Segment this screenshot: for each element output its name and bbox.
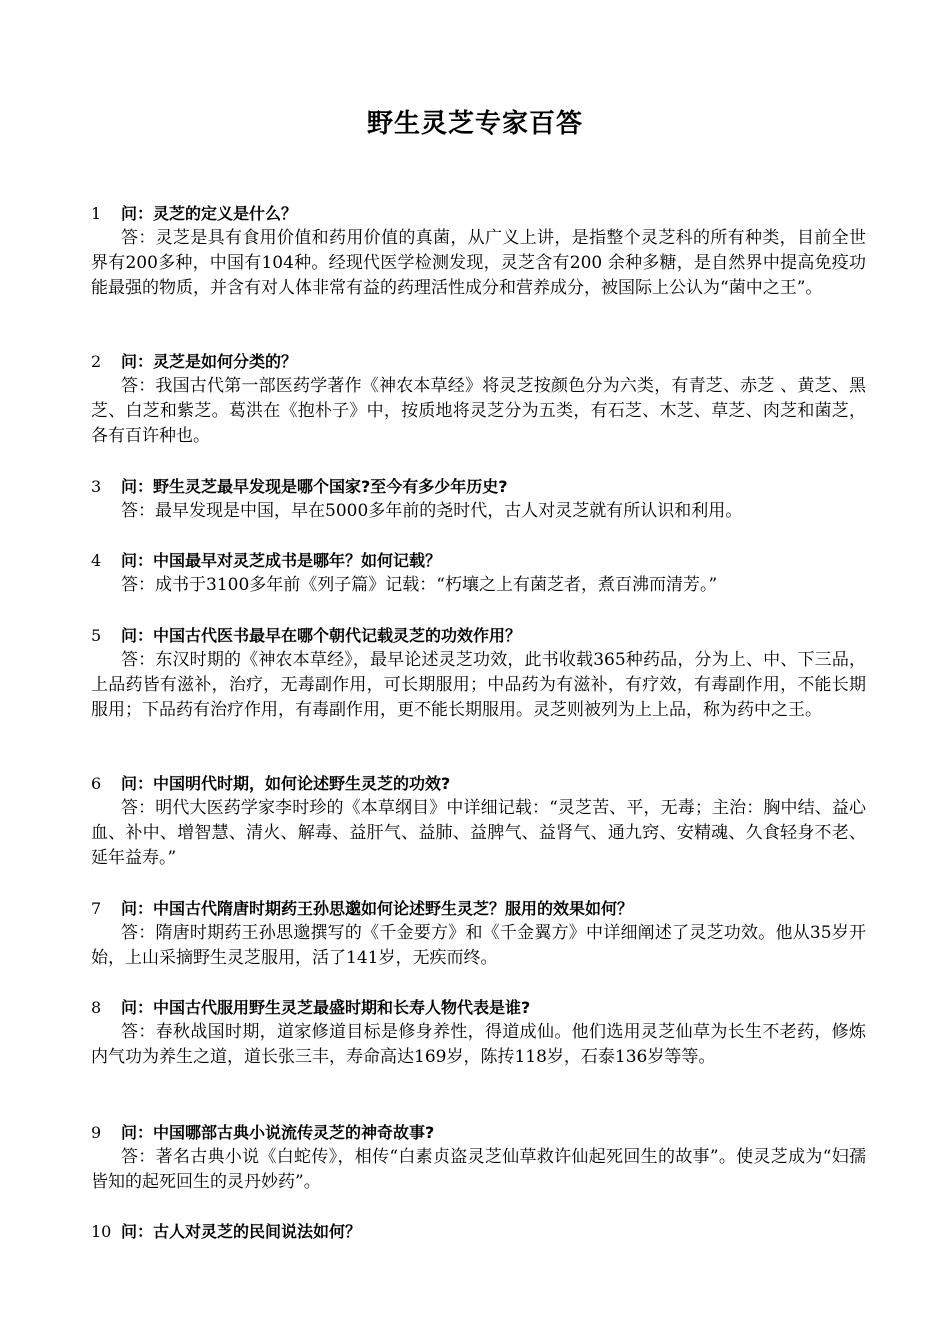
question-number: 9 [91, 1123, 102, 1142]
question-number: 3 [91, 477, 102, 496]
question-text: 问：中国古代医书最早在哪个朝代记载灵芝的功效作用？ [121, 626, 522, 645]
question [91, 201, 866, 226]
answer-text: 答：明代大医药学家李时珍的《本草纲目》中详细记载：“灵芝苦、平，无毒；主治：胸中结、益心血、补中、增智慧、清火、解毒、益肝气、益肺、益脾气、益肾气、通九窍、安精魂、久食轻身不老、延年益寿。” [91, 798, 866, 868]
qa-item-9 [91, 1120, 866, 1195]
question-number: 8 [91, 998, 102, 1017]
question-text: 问：中国古代隋唐时期药王孙思邈如何论述野生灵芝？服用的效果如何？ [121, 899, 634, 918]
answer-text: 答：著名古典小说《白蛇传》，相传“白素贞盗灵芝仙草救许仙起死回生的故事”。使灵芝成为“妇孺皆知的起死回生的灵丹妙药”。 [91, 1147, 866, 1192]
question-number: 10 [91, 1222, 112, 1241]
question [91, 1120, 866, 1145]
answer-text: 答：春秋战国时期，道家修道目标是修身养性，得道成仙。他们选用灵芝仙草为长生不老药，修炼内气功为养生之道，道长张三丰，寿命高达169岁，陈抟118岁，石泰136岁等等。 [91, 1022, 866, 1067]
qa-item-1 [91, 201, 866, 301]
question-text: 问：中国古代服用野生灵芝最盛时期和长寿人物代表是谁? [121, 998, 531, 1017]
question [91, 349, 866, 374]
question-text: 问：灵芝的定义是什么？ [121, 204, 298, 223]
question [91, 995, 866, 1020]
answer-text: 答：东汉时期的《神农本草经》，最早论述灵芝功效，此书收载365种药品，分为上、中、下三品，上品药皆有滋补，治疗，无毒副作用，可长期服用；中品药为有滋补，有疗效，有毒副作用，不能长期服用；下品药有治疗作用，有毒副作用，更不能长期服用。灵芝则被列为上上品，称为药中之王。 [91, 650, 866, 720]
qa-item-10 [91, 1219, 866, 1244]
question-text: 问：野生灵芝最早发现是哪个国家?至今有多少年历史? [121, 477, 508, 496]
question-text: 问：中国明代时期，如何论述野生灵芝的功效? [121, 774, 451, 793]
question-number: 1 [91, 204, 102, 223]
question-number: 6 [91, 774, 102, 793]
question-text: 问：灵芝是如何分类的？ [121, 352, 298, 371]
qa-item-3 [91, 474, 866, 524]
answer-text: 答：最早发现是中国，早在5000多年前的尧时代，古人对灵芝就有所认识和利用。 [121, 501, 743, 521]
qa-item-4 [91, 548, 866, 598]
question-text: 问：中国哪部古典小说流传灵芝的神奇故事? [121, 1123, 435, 1142]
qa-item-6 [91, 771, 866, 871]
question-number: 4 [91, 551, 102, 570]
question-number: 5 [91, 626, 102, 645]
qa-item-7 [91, 896, 866, 971]
qa-item-2 [91, 349, 866, 449]
qa-item-8 [91, 995, 866, 1070]
question [91, 548, 866, 573]
question-number: 7 [91, 899, 102, 918]
answer-text: 答：我国古代第一部医药学著作《神农本草经》将灵芝按颜色分为六类，有青芝、赤芝 、黄芝、黑芝、白芝和紫芝。葛洪在《抱朴子》中，按质地将灵芝分为五类，有石芝、木芝、草芝、肉芝和菌芝，各有百许种也。 [91, 376, 866, 446]
answer-text: 答：隋唐时期药王孙思邈撰写的《千金要方》和《千金翼方》中详细阐述了灵芝功效。他从35岁开始，上山采摘野生灵芝服用，活了141岁，无疾而终。 [91, 923, 866, 968]
question [91, 474, 866, 499]
question-text: 问：古人对灵芝的民间说法如何？ [121, 1222, 362, 1241]
question [91, 771, 866, 796]
qa-item-5 [91, 623, 866, 723]
answer-text: 答：成书于3100多年前《列子篇》记载：“朽壤之上有菌芝者，煮百沸而清芳。” [121, 575, 718, 595]
question-text: 问：中国最早对灵芝成书是哪年？如何记载？ [121, 551, 442, 570]
question [91, 896, 866, 921]
page-title: 野生灵芝专家百答 [366, 109, 583, 139]
question [91, 623, 866, 648]
answer-text: 答：灵芝是具有食用价值和药用价值的真菌，从广义上讲，是指整个灵芝科的所有种类，目前全世界有200多种，中国有104种。经现代医学检测发现，灵芝含有200 余种多糖，是自然界中提高免疫功能最强的物质，并含有对人体非常有益的药理活性成分和营养成分，被国际上公认为“菌中之王”。 [91, 228, 866, 298]
question [91, 1219, 866, 1244]
question-number: 2 [91, 352, 102, 371]
